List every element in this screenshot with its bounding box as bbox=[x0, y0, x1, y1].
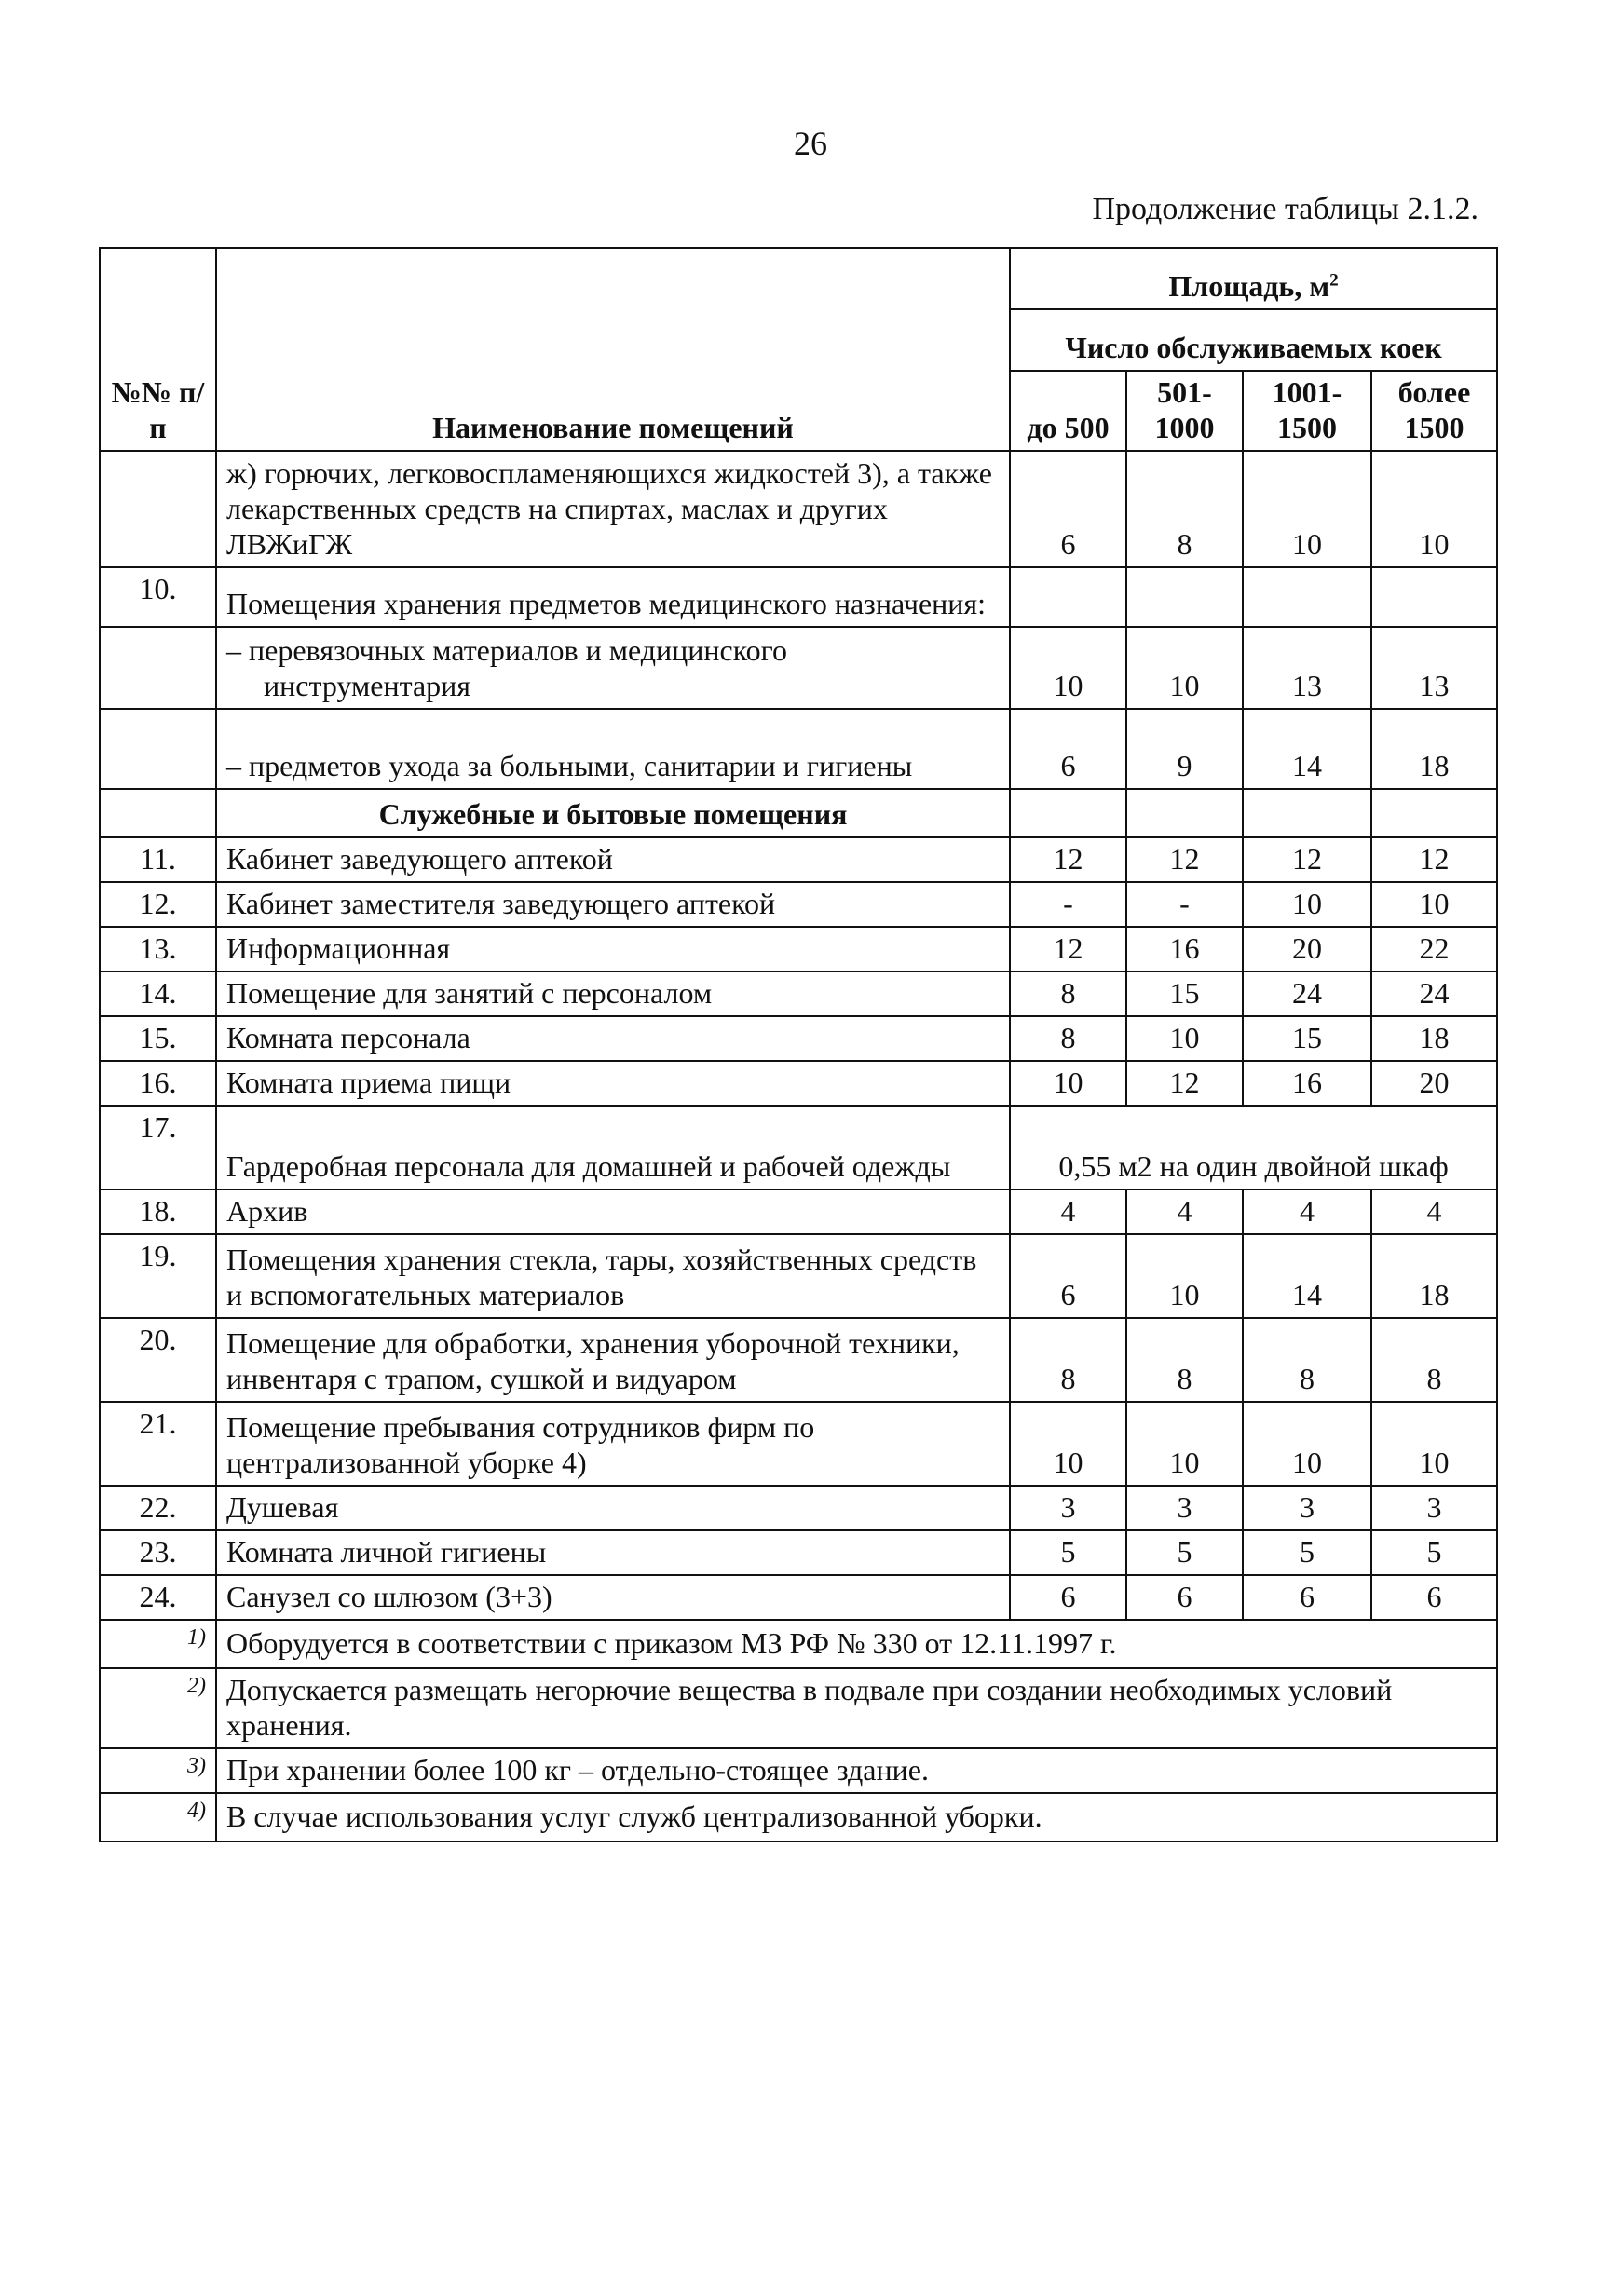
area-value bbox=[1126, 567, 1243, 627]
table-row bbox=[100, 927, 1497, 971]
room-name: Помещения хранения предметов медицинского назначения: bbox=[216, 567, 1010, 627]
table-row bbox=[100, 789, 1497, 837]
row-number: 10. bbox=[100, 567, 216, 627]
table-continuation-label: Продолжение таблицы 2.1.2. bbox=[1092, 192, 1478, 226]
area-value: 6 bbox=[1243, 1575, 1371, 1620]
row-number bbox=[100, 451, 216, 567]
area-value: 10 bbox=[1126, 1402, 1243, 1486]
table-row bbox=[100, 1016, 1497, 1061]
header-beds: Число обслуживаемых коек bbox=[1010, 309, 1497, 371]
room-name: – предметов ухода за больными, санитарии и гигиены bbox=[216, 709, 1010, 789]
area-value bbox=[1010, 789, 1126, 837]
row-number: 14. bbox=[100, 971, 216, 1016]
header-area bbox=[1010, 248, 1497, 309]
area-value: 16 bbox=[1243, 1061, 1371, 1106]
area-value: 6 bbox=[1371, 1575, 1497, 1620]
room-name: Комната приема пищи bbox=[216, 1061, 1010, 1106]
room-name: Гардеробная персонала для домашней и рабочей одежды bbox=[216, 1106, 1010, 1189]
row-number: 24. bbox=[100, 1575, 216, 1620]
area-value: 4 bbox=[1243, 1189, 1371, 1234]
area-value: 3 bbox=[1371, 1486, 1497, 1530]
row-number: 12. bbox=[100, 882, 216, 927]
row-number: 11. bbox=[100, 837, 216, 882]
footnote-row bbox=[100, 1793, 1497, 1841]
room-name: Кабинет заведующего аптекой bbox=[216, 837, 1010, 882]
header-col-4: более 1500 bbox=[1371, 371, 1497, 451]
row-number bbox=[100, 789, 216, 837]
area-value: 10 bbox=[1010, 627, 1126, 709]
table-row bbox=[100, 1106, 1497, 1189]
header-num: №№ п/п bbox=[100, 248, 216, 451]
room-name: Санузел со шлюзом (3+3) bbox=[216, 1575, 1010, 1620]
area-value: 5 bbox=[1243, 1530, 1371, 1575]
area-value: 20 bbox=[1371, 1061, 1497, 1106]
area-value: 15 bbox=[1243, 1016, 1371, 1061]
header-col-3: 1001-1500 bbox=[1243, 371, 1371, 451]
area-value: 22 bbox=[1371, 927, 1497, 971]
area-value: 10 bbox=[1010, 1061, 1126, 1106]
area-value: 18 bbox=[1371, 709, 1497, 789]
rooms-area-table bbox=[99, 247, 1498, 1842]
footnote-row bbox=[100, 1748, 1497, 1793]
row-number: 22. bbox=[100, 1486, 216, 1530]
room-name: Помещение для обработки, хранения уборочной техники, инвентаря с трапом, сушкой и видуаром bbox=[216, 1318, 1010, 1402]
area-value: 6 bbox=[1010, 1575, 1126, 1620]
table-row bbox=[100, 1575, 1497, 1620]
table-row bbox=[100, 1234, 1497, 1318]
footnote-mark: 2) bbox=[100, 1668, 216, 1748]
page-number: 26 bbox=[794, 125, 827, 162]
area-value: 24 bbox=[1371, 971, 1497, 1016]
area-value bbox=[1243, 789, 1371, 837]
room-name: ж) горючих, легковоспламеняющихся жидкостей 3), а также лекарственных средств на спиртах, маслах и других ЛВЖиГЖ bbox=[216, 451, 1010, 567]
table-row bbox=[100, 451, 1497, 567]
header-col-2: 501-1000 bbox=[1126, 371, 1243, 451]
room-name: Кабинет заместителя заведующего аптекой bbox=[216, 882, 1010, 927]
area-value: 10 bbox=[1371, 451, 1497, 567]
area-value: 3 bbox=[1126, 1486, 1243, 1530]
row-number bbox=[100, 709, 216, 789]
area-value: 5 bbox=[1126, 1530, 1243, 1575]
table-row bbox=[100, 627, 1497, 709]
area-value: 18 bbox=[1371, 1016, 1497, 1061]
row-number bbox=[100, 627, 216, 709]
area-value: 5 bbox=[1371, 1530, 1497, 1575]
footnote-text: В случае использования услуг служб централизованной уборки. bbox=[216, 1793, 1497, 1841]
area-value: 6 bbox=[1010, 451, 1126, 567]
area-value: 8 bbox=[1371, 1318, 1497, 1402]
area-value: 4 bbox=[1371, 1189, 1497, 1234]
room-name: Помещения хранения стекла, тары, хозяйственных средств и вспомогательных материалов bbox=[216, 1234, 1010, 1318]
area-value bbox=[1371, 789, 1497, 837]
room-name: Душевая bbox=[216, 1486, 1010, 1530]
area-value: 24 bbox=[1243, 971, 1371, 1016]
room-name: Помещение для занятий с персоналом bbox=[216, 971, 1010, 1016]
area-value: 6 bbox=[1010, 1234, 1126, 1318]
header-area-label: Площадь, м bbox=[1168, 269, 1330, 304]
area-value: 14 bbox=[1243, 709, 1371, 789]
area-value: 10 bbox=[1126, 1234, 1243, 1318]
area-value: 9 bbox=[1126, 709, 1243, 789]
area-value: 12 bbox=[1010, 837, 1126, 882]
area-value: 12 bbox=[1126, 837, 1243, 882]
table-row bbox=[100, 567, 1497, 627]
area-value: 10 bbox=[1371, 1402, 1497, 1486]
area-value: 13 bbox=[1371, 627, 1497, 709]
area-value: 8 bbox=[1126, 1318, 1243, 1402]
area-value: 10 bbox=[1010, 1402, 1126, 1486]
table-row bbox=[100, 1402, 1497, 1486]
table-row bbox=[100, 709, 1497, 789]
area-value: 12 bbox=[1371, 837, 1497, 882]
row-number: 17. bbox=[100, 1106, 216, 1189]
area-value: 10 bbox=[1371, 882, 1497, 927]
area-value: 8 bbox=[1010, 1318, 1126, 1402]
header-col-1: до 500 bbox=[1010, 371, 1126, 451]
table-row bbox=[100, 1530, 1497, 1575]
footnote-mark: 4) bbox=[100, 1793, 216, 1841]
area-value: 20 bbox=[1243, 927, 1371, 971]
area-value bbox=[1371, 567, 1497, 627]
area-value: 15 bbox=[1126, 971, 1243, 1016]
room-name: Комната персонала bbox=[216, 1016, 1010, 1061]
header-area-sup: 2 bbox=[1329, 270, 1339, 291]
row-number: 18. bbox=[100, 1189, 216, 1234]
row-number: 23. bbox=[100, 1530, 216, 1575]
area-value: 3 bbox=[1010, 1486, 1126, 1530]
area-value bbox=[1126, 789, 1243, 837]
footnote-text: Допускается размещать негорючие вещества в подвале при создании необходимых условий хранения. bbox=[216, 1668, 1497, 1748]
area-value: 5 bbox=[1010, 1530, 1126, 1575]
room-name: Информационная bbox=[216, 927, 1010, 971]
table-row bbox=[100, 1318, 1497, 1402]
area-value bbox=[1010, 567, 1126, 627]
area-value: 18 bbox=[1371, 1234, 1497, 1318]
area-value: - bbox=[1126, 882, 1243, 927]
room-name: Помещение пребывания сотрудников фирм по централизованной уборке 4) bbox=[216, 1402, 1010, 1486]
area-value: 10 bbox=[1126, 1016, 1243, 1061]
area-value: 13 bbox=[1243, 627, 1371, 709]
area-value: 4 bbox=[1126, 1189, 1243, 1234]
area-value: 10 bbox=[1243, 882, 1371, 927]
room-name: Архив bbox=[216, 1189, 1010, 1234]
area-value: 8 bbox=[1010, 971, 1126, 1016]
room-name: Комната личной гигиены bbox=[216, 1530, 1010, 1575]
footnote-mark: 1) bbox=[100, 1620, 216, 1668]
area-value: 6 bbox=[1126, 1575, 1243, 1620]
table-row bbox=[100, 837, 1497, 882]
area-value: 12 bbox=[1010, 927, 1126, 971]
header-room-name: Наименование помещений bbox=[216, 248, 1010, 451]
area-value: 10 bbox=[1243, 451, 1371, 567]
area-value: - bbox=[1010, 882, 1126, 927]
table-row bbox=[100, 971, 1497, 1016]
row-number: 15. bbox=[100, 1016, 216, 1061]
row-number: 16. bbox=[100, 1061, 216, 1106]
footnote-text: Оборудуется в соответствии с приказом МЗ РФ № 330 от 12.11.1997 г. bbox=[216, 1620, 1497, 1668]
row-number: 20. bbox=[100, 1318, 216, 1402]
table-row bbox=[100, 882, 1497, 927]
row-number: 13. bbox=[100, 927, 216, 971]
footnote-text: При хранении более 100 кг – отдельно-стоящее здание. bbox=[216, 1748, 1497, 1793]
area-value: 4 bbox=[1010, 1189, 1126, 1234]
area-value: 8 bbox=[1126, 451, 1243, 567]
table-row bbox=[100, 1189, 1497, 1234]
row-number: 21. bbox=[100, 1402, 216, 1486]
area-value: 12 bbox=[1243, 837, 1371, 882]
area-value: 8 bbox=[1243, 1318, 1371, 1402]
area-merged-note: 0,55 м2 на один двойной шкаф bbox=[1010, 1106, 1497, 1189]
table-row bbox=[100, 1061, 1497, 1106]
area-value: 10 bbox=[1126, 627, 1243, 709]
room-name: – перевязочных материалов и медицинского инструментария bbox=[216, 627, 1010, 709]
area-value: 3 bbox=[1243, 1486, 1371, 1530]
area-value: 10 bbox=[1243, 1402, 1371, 1486]
table-row bbox=[100, 1486, 1497, 1530]
section-heading: Служебные и бытовые помещения bbox=[216, 789, 1010, 837]
footnote-mark: 3) bbox=[100, 1748, 216, 1793]
row-number: 19. bbox=[100, 1234, 216, 1318]
footnote-row bbox=[100, 1668, 1497, 1748]
area-value: 14 bbox=[1243, 1234, 1371, 1318]
area-value: 12 bbox=[1126, 1061, 1243, 1106]
footnote-row bbox=[100, 1620, 1497, 1668]
area-value: 8 bbox=[1010, 1016, 1126, 1061]
area-value bbox=[1243, 567, 1371, 627]
area-value: 6 bbox=[1010, 709, 1126, 789]
area-value: 16 bbox=[1126, 927, 1243, 971]
